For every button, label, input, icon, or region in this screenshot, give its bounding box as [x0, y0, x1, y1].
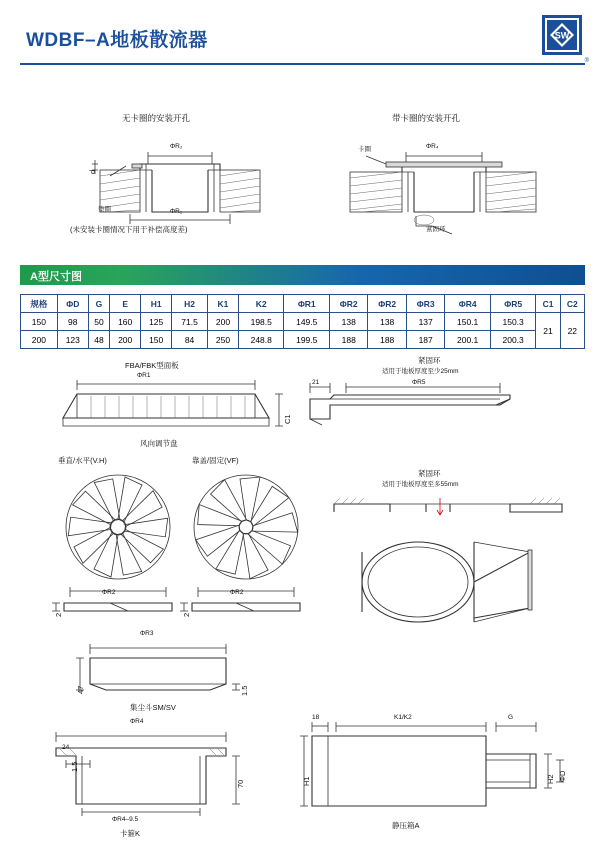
cell-r0-c9: 138 [329, 313, 367, 331]
cell-r1-c0: 200 [21, 331, 58, 349]
label-gasket: 垫圈 [98, 206, 111, 213]
section-bar-dimensions [20, 265, 585, 285]
drawing-dust-collector [60, 630, 260, 715]
drawing-blade-vf [178, 455, 318, 625]
drawing-title-with-clamp: 带卡圈的安装开孔 [392, 113, 461, 123]
page-header [0, 0, 605, 72]
clamp-dim-15: 1.5 [70, 761, 79, 772]
drawing-panel [55, 360, 292, 450]
label-phi-r4-right: ΦR₄ [426, 143, 439, 150]
table-row [21, 331, 585, 349]
dust-phi-r3: ΦR3 [140, 630, 154, 637]
cell-c1-merged: 21 [536, 313, 560, 349]
drawing-fastening-ring-55 [330, 468, 580, 648]
th-10: ΦR2 [368, 295, 406, 313]
th-7: K2 [238, 295, 284, 313]
label-phi-r1-left: ΦR₁ [170, 208, 183, 215]
cell-r1-c13: 200.3 [490, 331, 536, 349]
blade-vh-thickness: 2 [54, 612, 63, 617]
th-6: K1 [207, 295, 238, 313]
label-air-damper: 风向调节盘 [140, 439, 178, 448]
fr25-label-21: 21 [312, 379, 320, 386]
drawing-blade-vh [50, 455, 190, 625]
header-divider [20, 63, 585, 65]
cell-r0-c2: 50 [88, 313, 109, 331]
cell-r0-c3: 160 [110, 313, 141, 331]
dust-dim-47: 47 [76, 685, 85, 694]
sw-brand-logo [541, 14, 589, 64]
cell-r0-c4: 125 [141, 313, 172, 331]
spb-g: G [508, 714, 514, 721]
spb-phi-d: ΦD [558, 770, 567, 782]
spb-h2: H2 [546, 774, 555, 784]
registered-mark: ® [584, 58, 589, 64]
clamp-phi-r4: ΦR4 [130, 718, 144, 725]
cell-r0-c11: 137 [406, 313, 444, 331]
label-clamp-ring: 卡圈 [358, 146, 371, 153]
cell-r0-c5: 71.5 [172, 313, 208, 331]
cell-r1-c12: 200.1 [445, 331, 491, 349]
cell-r1-c3: 200 [110, 331, 141, 349]
label-phi-r2-left: ΦR₂ [170, 143, 183, 150]
drawing-with-clamp-opening [320, 112, 550, 242]
spb-dim-18: 18 [312, 714, 320, 721]
th-14: C1 [536, 295, 560, 313]
clamp-phi-r4-9-5: ΦR4–9.5 [112, 816, 139, 823]
fr55-title: 紧固环 [418, 469, 441, 478]
drawing-title-panel: FBA/FBK型面板 [125, 361, 179, 370]
th-5: H2 [172, 295, 208, 313]
cell-r0-c1: 98 [57, 313, 88, 331]
dimension-table [20, 294, 585, 349]
cell-r0-c0: 150 [21, 313, 58, 331]
cell-r1-c5: 84 [172, 331, 208, 349]
fr55-subtitle: 适用于地板厚度至多55mm [382, 481, 459, 488]
label-d: d [88, 169, 97, 174]
spb-k1-k2: K1/K2 [394, 714, 412, 721]
th-15: C2 [560, 295, 584, 313]
blade-vh-title: 垂直/水平(V.H) [58, 456, 107, 465]
th-4: H1 [141, 295, 172, 313]
spb-title: 静压箱A [392, 821, 420, 830]
blade-vf-phi-r2: ΦR2 [230, 589, 244, 596]
drawing-title-no-clamp: 无卡圈的安装开孔 [122, 113, 191, 123]
th-8: ΦR1 [284, 295, 330, 313]
fr25-label-phi-r5: ΦR5 [412, 379, 426, 386]
cell-r1-c2: 48 [88, 331, 109, 349]
cell-r0-c8: 149.5 [284, 313, 330, 331]
th-1: ΦD [57, 295, 88, 313]
cell-r1-c11: 187 [406, 331, 444, 349]
th-0: 规格 [21, 295, 58, 313]
cell-r1-c4: 150 [141, 331, 172, 349]
table-header-row [21, 295, 585, 313]
cell-c2-merged: 22 [560, 313, 584, 349]
label-panel-phi-r1: ΦR1 [137, 372, 151, 379]
th-3: E [110, 295, 141, 313]
cell-r0-c6: 200 [207, 313, 238, 331]
clamp-title: 卡箍K [120, 829, 141, 838]
drawing-clamp-ring-k [30, 718, 260, 838]
section-bar-label: A型尺寸图 [30, 271, 82, 283]
th-2: G [88, 295, 109, 313]
cell-r1-c7: 248.8 [238, 331, 284, 349]
svg-text:SW: SW [554, 30, 570, 41]
blade-vf-thickness: 2 [182, 612, 191, 617]
cell-r1-c6: 250 [207, 331, 238, 349]
fr25-title: 紧固环 [418, 356, 441, 365]
cell-r1-c9: 188 [329, 331, 367, 349]
drawing-no-clamp-opening [70, 112, 270, 242]
th-11: ΦR3 [406, 295, 444, 313]
clamp-dim-24: 24 [62, 744, 70, 751]
blade-vh-phi-r2: ΦR2 [102, 589, 116, 596]
th-13: ΦR5 [490, 295, 536, 313]
blade-vf-title: 靠盖/固定(VF) [192, 456, 239, 465]
clamp-dim-70: 70 [236, 779, 245, 788]
cell-r0-c10: 138 [368, 313, 406, 331]
spb-h1: H1 [302, 776, 311, 786]
cell-r0-c7: 198.5 [238, 313, 284, 331]
dust-dim-15: 1.5 [240, 685, 249, 696]
page-title: WDBF–A地板散流器 [26, 30, 208, 51]
label-fastening-ring-top: 紧固环 [426, 226, 446, 233]
drawing-fastening-ring-25 [300, 355, 540, 450]
label-panel-c1: C1 [283, 414, 292, 424]
drawing-static-pressure-box [300, 712, 570, 837]
cell-r1-c1: 123 [57, 331, 88, 349]
cell-r0-c13: 150.3 [490, 313, 536, 331]
note-no-clamp: (未安装卡圈情况下用于补偿高度差) [70, 225, 188, 234]
cell-r1-c10: 188 [368, 331, 406, 349]
cell-r1-c8: 199.5 [284, 331, 330, 349]
table-row [21, 313, 585, 331]
fr25-subtitle: 适用于地板厚度至少25mm [382, 368, 459, 375]
th-9: ΦR2 [329, 295, 367, 313]
th-12: ΦR4 [445, 295, 491, 313]
dust-title: 集尘斗SM/SV [130, 703, 176, 712]
cell-r0-c12: 150.1 [445, 313, 491, 331]
